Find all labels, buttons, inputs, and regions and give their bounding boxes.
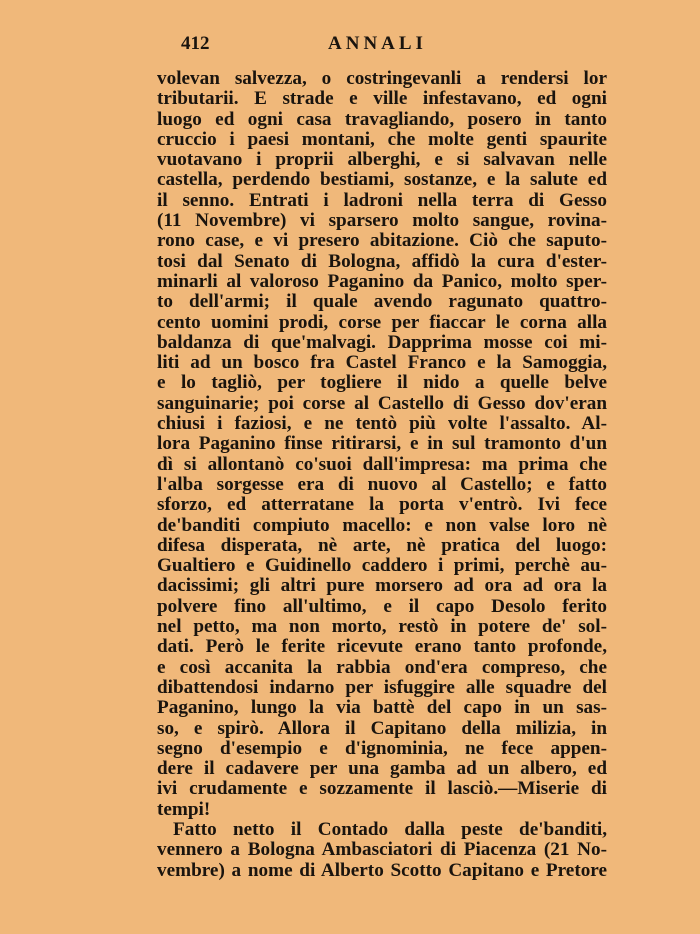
text-line: difesa disperata, nè arte, nè pratica del luogo: [157,535,607,556]
text-line: lora Paganino finse ritirarsi, e in sul tramonto d'un [157,434,607,455]
text-line: de'banditi compiuto macello: e non valse loro nè [157,515,607,536]
text-line: ivi crudamente e sozzamente il lasciò.—Miserie di [157,779,607,800]
text-line: il senno. Entrati i ladroni nella terra di Gesso [157,190,607,211]
text-line: cruccio i paesi montani, che molte genti spaurite [157,129,607,150]
text-line: castella, perdendo bestiami, sostanze, e la salute ed [157,170,607,191]
body-text [157,69,607,881]
text-line: cento uomini prodi, corse per fiaccar le corna alla [157,312,607,333]
text-line: vuotavano i proprii alberghi, e si salvavan nelle [157,150,607,171]
text-line: vembre) a nome di Alberto Scotto Capitano e Pretore [157,860,607,881]
text-line: chiusi i faziosi, e ne tentò più volte l'assalto. Al- [157,414,607,435]
text-line: (11 Novembre) vi sparsero molto sangue, rovina- [157,211,607,232]
text-line: dati. Però le ferite ricevute erano tanto profonde, [157,637,607,658]
text-line: tosi dal Senato di Bologna, affidò la cura d'ester- [157,251,607,272]
text-line: dacissimi; gli altri pure morsero ad ora ad ora la [157,576,607,597]
text-line: Paganino, lungo la via battè del capo in un sas- [157,698,607,719]
text-line: liti ad un bosco fra Castel Franco e la Samoggia, [157,353,607,374]
text-line: sforzo, ed atterratane la porta v'entrò. Ivi fece [157,495,607,516]
text-line: l'alba sorgesse era di nuovo al Castello; e fatto [157,474,607,495]
text-line: polvere fino all'ultimo, e il capo Desolo ferito [157,596,607,617]
page-header [155,33,610,59]
text-line: Gualtiero e Guidinello caddero i primi, perchè au- [157,556,607,577]
text-line: so, e spirò. Allora il Capitano della milizia, in [157,718,607,739]
running-title: ANNALI [328,33,427,54]
text-line: to dell'armi; il quale avendo ragunato quattro- [157,292,607,313]
text-line: luogo ed ogni casa travagliando, posero in tanto [157,109,607,130]
text-line: tributarii. E strade e ville infestavano, ed ogni [157,89,607,110]
text-line: segno d'esempio e d'ignominia, ne fece appen- [157,738,607,759]
text-line: volevan salvezza, o costringevanli a rendersi lor [157,69,607,89]
text-line: sanguinarie; poi corse al Castello di Gesso dov'eran [157,393,607,414]
text-line: minarli al valoroso Paganino da Panico, molto sper- [157,271,607,292]
text-line: vennero a Bologna Ambasciatori di Piacenza (21 No- [157,840,607,861]
text-line: dere il cadavere per una gamba ad un albero, ed [157,759,607,780]
text-line: nel petto, ma non morto, restò in potere de' sol- [157,617,607,638]
text-line: dì si allontanò co'suoi dall'impresa: ma prima che [157,454,607,475]
text-line: dibattendosi indarno per isfuggire alle squadre del [157,677,607,698]
text-line: rono case, e vi presero abitazione. Ciò che saputo- [157,231,607,252]
text-line: tempi! [157,799,211,820]
text-line: Fatto netto il Contado dalla peste de'banditi, [173,819,607,840]
text-line: e lo tagliò, per togliere il nido a quelle belve [157,373,607,394]
text-line: baldanza di que'malvagi. Dapprima mosse coi mi- [157,332,607,353]
text-line: e così accanita la rabbia ond'era compreso, che [157,657,607,678]
page-number: 412 [181,33,210,54]
